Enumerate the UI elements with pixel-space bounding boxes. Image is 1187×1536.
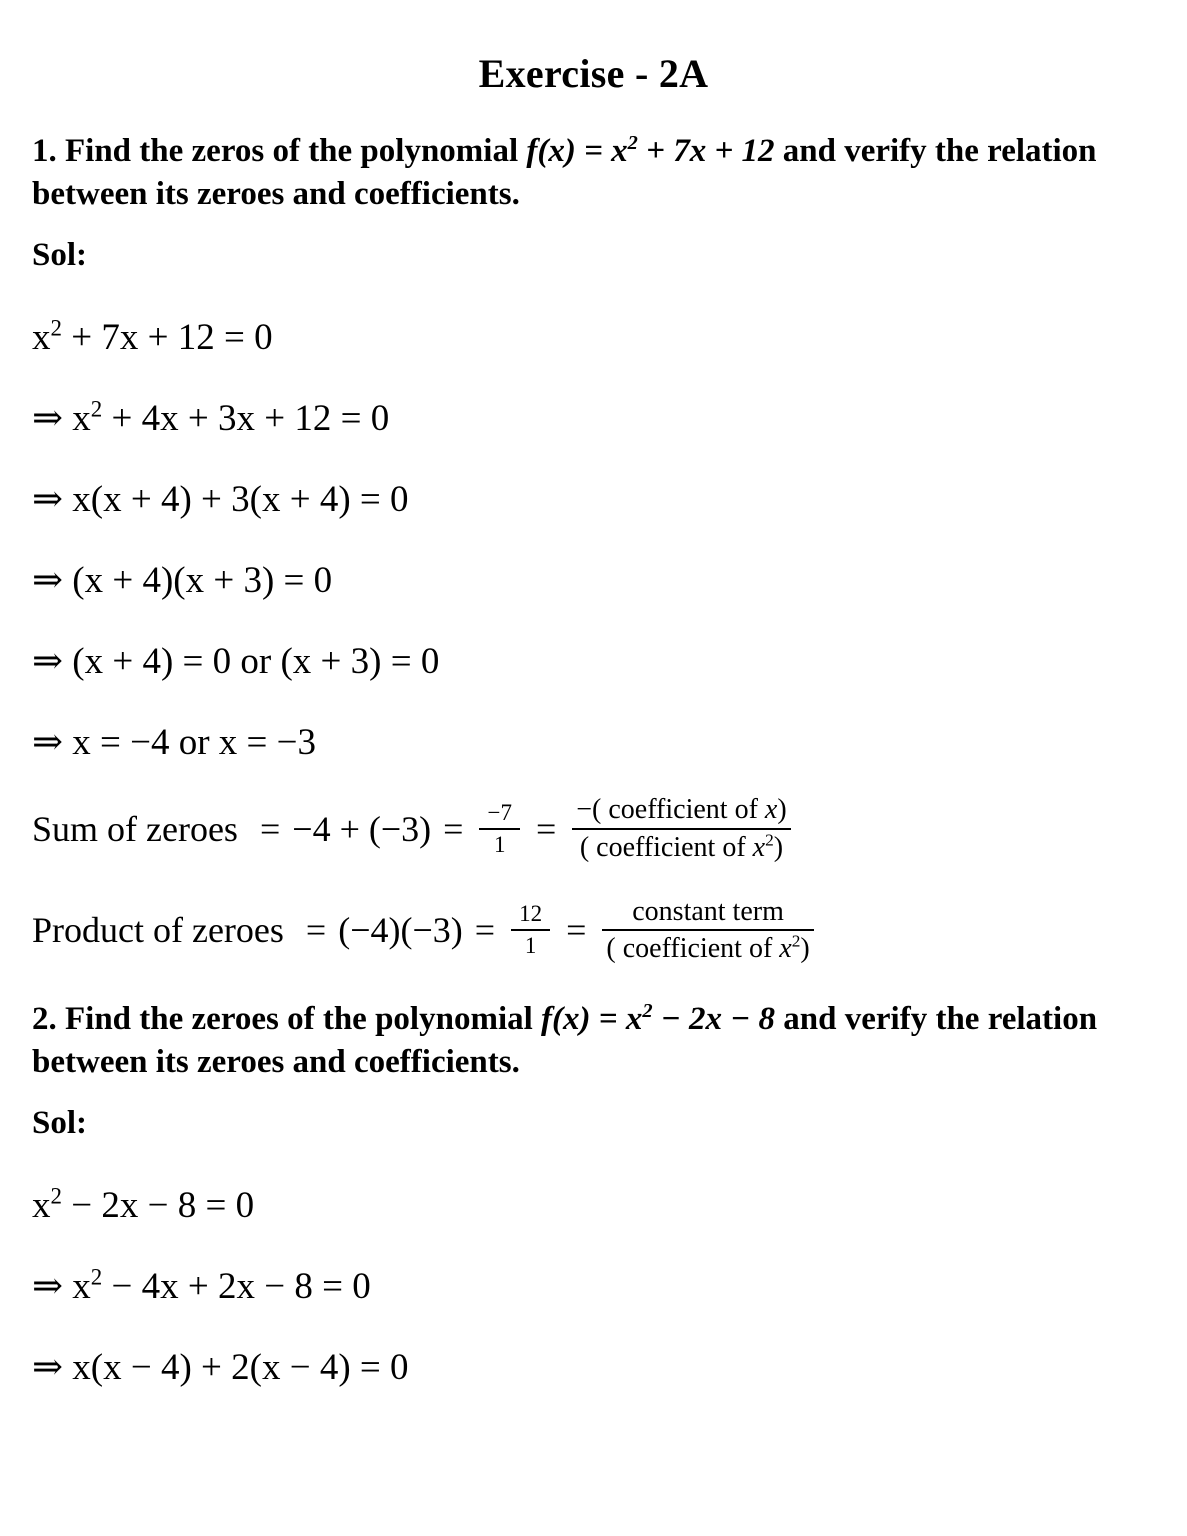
product-of-zeroes-label: Product of zeroes bbox=[32, 910, 284, 951]
product-equals-1: = bbox=[305, 910, 327, 951]
sum-equals-3: = bbox=[535, 809, 557, 850]
product-fraction-denominator: 1 bbox=[524, 933, 537, 959]
question-2-text-after: and verify the relation between its zeroes and coefficients. bbox=[32, 1001, 1098, 1080]
product-words-denominator: ( coefficient of $x^2$) bbox=[606, 932, 810, 965]
product-words-fraction bbox=[602, 897, 813, 964]
product-equals-2: = bbox=[474, 910, 496, 951]
fraction-bar bbox=[479, 828, 519, 830]
q1-step-2: ⇒ $x^2 + 4x + 3x + 12 = 0$ bbox=[32, 397, 390, 440]
product-words-numerator: constant term bbox=[632, 895, 784, 927]
sum-of-zeroes-value: −4 + (−3) bbox=[292, 809, 432, 850]
sum-of-zeroes-relation bbox=[32, 795, 1187, 862]
question-1-number: 1. bbox=[32, 133, 57, 169]
fraction-bar bbox=[602, 929, 813, 931]
question-1-polynomial: $f(x) = x^2 + 7x + 12$ bbox=[526, 132, 775, 169]
sum-equals-1: = bbox=[259, 809, 281, 850]
product-of-zeroes-relation bbox=[32, 897, 1187, 964]
question-1-sol-label: Sol: bbox=[32, 236, 88, 273]
question-1-prompt bbox=[32, 130, 1147, 216]
sum-words-fraction bbox=[572, 795, 790, 862]
q1-step-4: ⇒ (x + 4)(x + 3) = 0 bbox=[32, 560, 333, 602]
sum-numeric-fraction bbox=[479, 801, 519, 858]
question-2-sol-label: Sol: bbox=[32, 1104, 88, 1141]
q1-step-5: ⇒ (x + 4) = 0 or (x + 3) = 0 bbox=[32, 641, 440, 683]
sum-fraction-numerator: −7 bbox=[487, 799, 512, 825]
sum-equals-2: = bbox=[443, 809, 464, 850]
fraction-bar bbox=[572, 828, 790, 830]
question-2-polynomial: $f(x) = x^2 - 2x - 8$ bbox=[541, 1000, 776, 1038]
sum-fraction-denominator: 1 bbox=[493, 832, 506, 858]
question-2-number: 2. bbox=[32, 1001, 57, 1038]
q1-step-1: $x^2 + 7x + 12 = 0$ bbox=[32, 316, 273, 359]
question-2-prompt bbox=[32, 998, 1147, 1084]
product-fraction-numerator: 12 bbox=[519, 901, 543, 927]
q2-step-3: ⇒ x(x − 4) + 2(x − 4) = 0 bbox=[32, 1347, 409, 1389]
question-2-text-before: Find the zeroes of the polynomial bbox=[65, 1001, 533, 1038]
q2-step-2: ⇒ $x^2 - 4x + 2x - 8 = 0$ bbox=[32, 1265, 371, 1308]
product-numeric-fraction bbox=[511, 902, 550, 959]
fraction-bar bbox=[511, 929, 550, 931]
q2-step-1: $x^2 - 2x - 8 = 0$ bbox=[32, 1184, 255, 1227]
sum-of-zeroes-label: Sum of zeroes bbox=[32, 809, 238, 850]
sum-words-denominator: ( coefficient of $x^2$) bbox=[579, 830, 784, 864]
question-1-text-before: Find the zeros of the polynomial bbox=[65, 133, 519, 169]
q1-step-6: ⇒ x = −4 or x = −3 bbox=[32, 722, 317, 764]
product-of-zeroes-value: (−4)(−3) bbox=[338, 910, 463, 951]
question-1-text-after: and verify the relation between its zeroes and coefficients. bbox=[32, 133, 1097, 212]
sum-words-numerator: −( coefficient of x) bbox=[576, 794, 787, 826]
product-equals-3: = bbox=[566, 910, 587, 951]
page-title: Exercise - 2A bbox=[478, 51, 709, 96]
q1-step-3: ⇒ x(x + 4) + 3(x + 4) = 0 bbox=[32, 479, 409, 521]
